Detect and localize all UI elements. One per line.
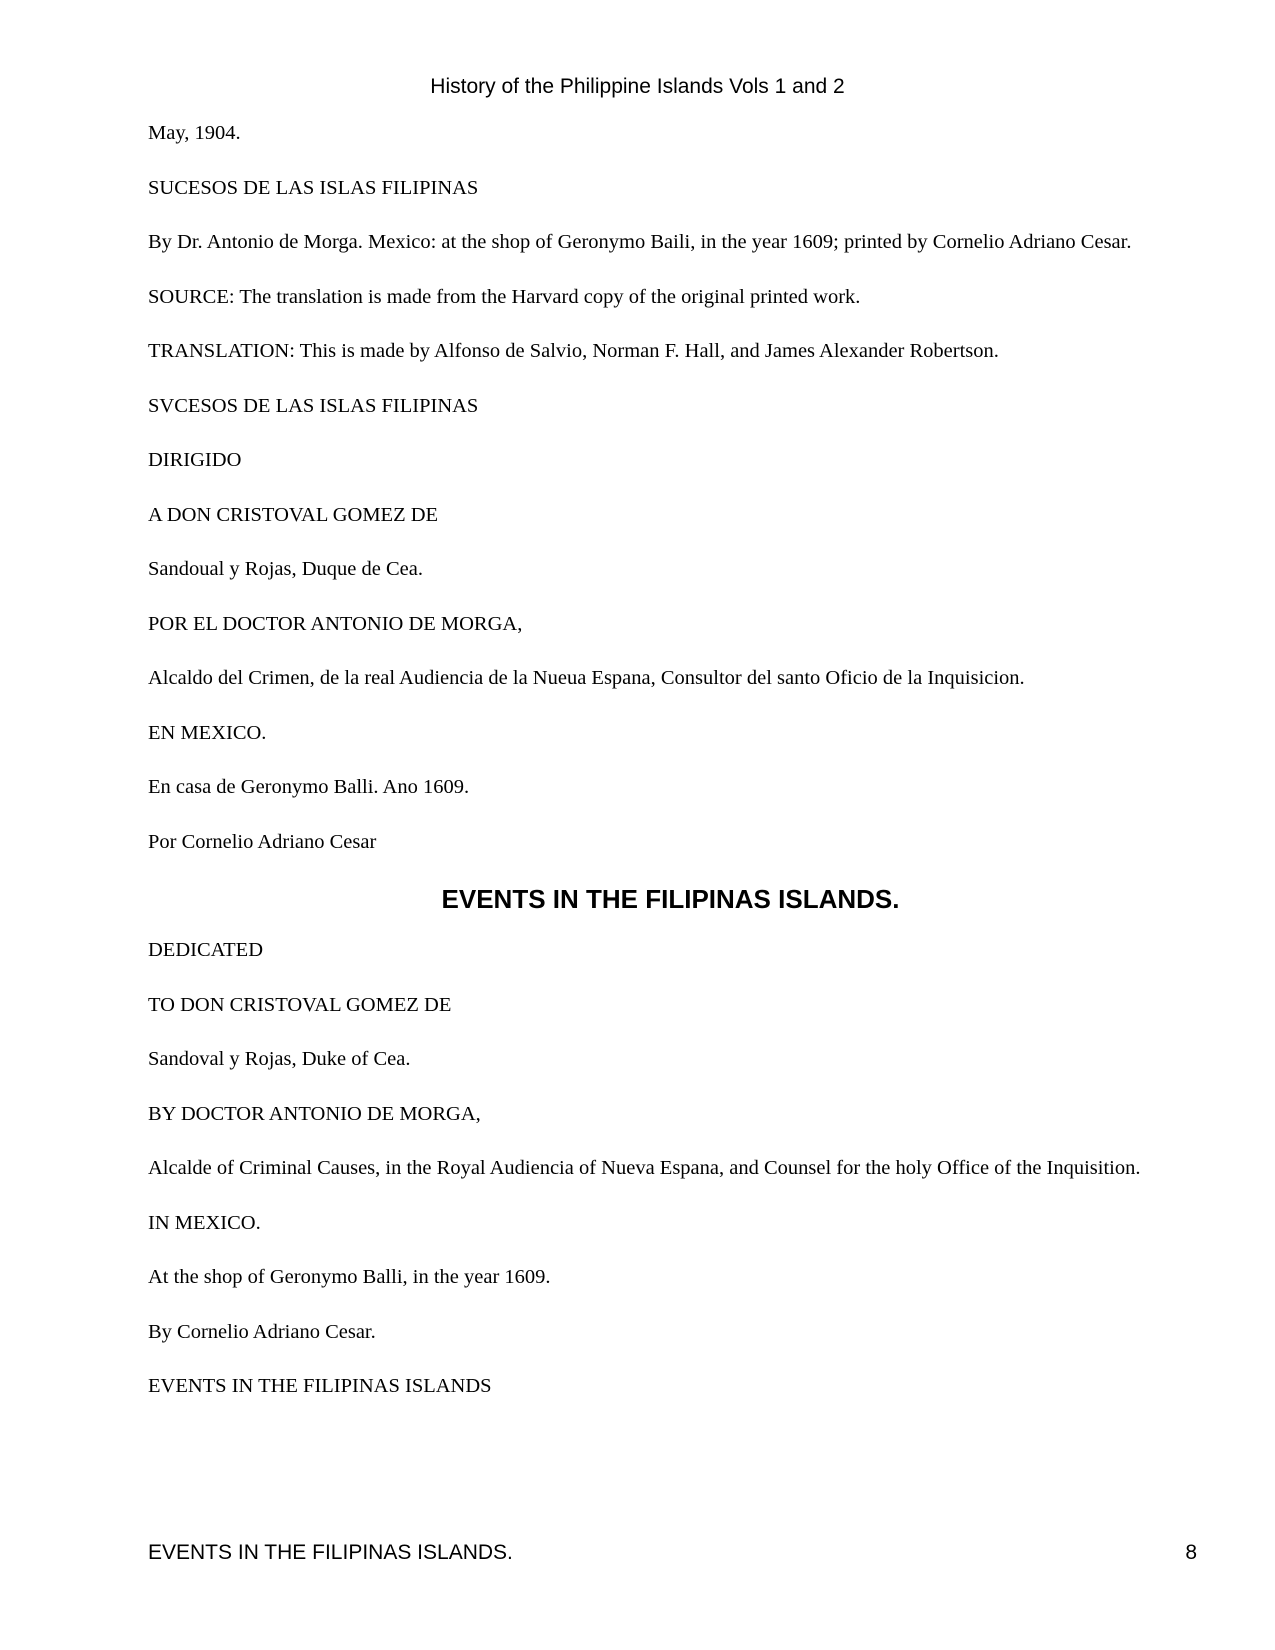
paragraph-en-casa: En casa de Geronymo Balli. Ano 1609.	[148, 776, 470, 798]
paragraph-alcaldo: Alcaldo del Crimen, de la real Audiencia de la Nueua Espana, Consultor del santo Oficio de la Inquisicion.	[148, 667, 1025, 689]
paragraph-original-title: SVCESOS DE LAS ISLAS FILIPINAS	[148, 394, 479, 417]
paragraph-by-cornelio: By Cornelio Adriano Cesar.	[148, 1320, 376, 1343]
page-number: 8	[1185, 1541, 1197, 1564]
paragraph-byline: By Dr. Antonio de Morga. Mexico: at the shop of Geronymo Baili, in the year 1609; printed by Cornelio Adriano Cesar.	[148, 231, 1132, 253]
paragraph-dedicated: DEDICATED	[148, 939, 264, 961]
paragraph-in-mexico: IN MEXICO.	[148, 1211, 261, 1234]
paragraph-translation: TRANSLATION: This is made by Alfonso de Salvio, Norman F. Hall, and James Alexander Robertson.	[148, 340, 999, 362]
paragraph-sandoual: Sandoual y Rojas, Duque de Cea.	[148, 558, 423, 580]
paragraph-alcalde: Alcalde of Criminal Causes, in the Royal Audiencia of Nueva Espana, and Counsel for the holy Office of the Inquisition.	[148, 1157, 1141, 1179]
running-header: History of the Philippine Islands Vols 1 and 2	[430, 75, 845, 98]
paragraph-source: SOURCE: The translation is made from the Harvard copy of the original printed work.	[148, 285, 861, 308]
paragraph-spanish-title: SUCESOS DE LAS ISLAS FILIPINAS	[148, 176, 479, 199]
paragraph-dirigido: DIRIGIDO	[148, 449, 242, 471]
section-title: EVENTS IN THE FILIPINAS ISLANDS.	[441, 884, 900, 914]
paragraph-por-el-doctor: POR EL DOCTOR ANTONIO DE MORGA,	[148, 612, 523, 635]
paragraph-at-the-shop: At the shop of Geronymo Balli, in the year 1609.	[148, 1266, 551, 1288]
paragraph-sandoval: Sandoval y Rojas, Duke of Cea.	[148, 1048, 411, 1070]
paragraph-por-cornelio: Por Cornelio Adriano Cesar	[148, 830, 377, 853]
paragraph-a-don: A DON CRISTOVAL GOMEZ DE	[148, 503, 439, 526]
paragraph-en-mexico: EN MEXICO.	[148, 721, 267, 744]
running-footer: EVENTS IN THE FILIPINAS ISLANDS.	[148, 1541, 513, 1564]
paragraph-by-doctor: BY DOCTOR ANTONIO DE MORGA,	[148, 1102, 481, 1125]
paragraph-date: May, 1904.	[148, 122, 241, 144]
paragraph-events: EVENTS IN THE FILIPINAS ISLANDS	[148, 1375, 492, 1397]
paragraph-to-don: TO DON CRISTOVAL GOMEZ DE	[148, 993, 452, 1016]
document-body	[148, 120, 1193, 1428]
